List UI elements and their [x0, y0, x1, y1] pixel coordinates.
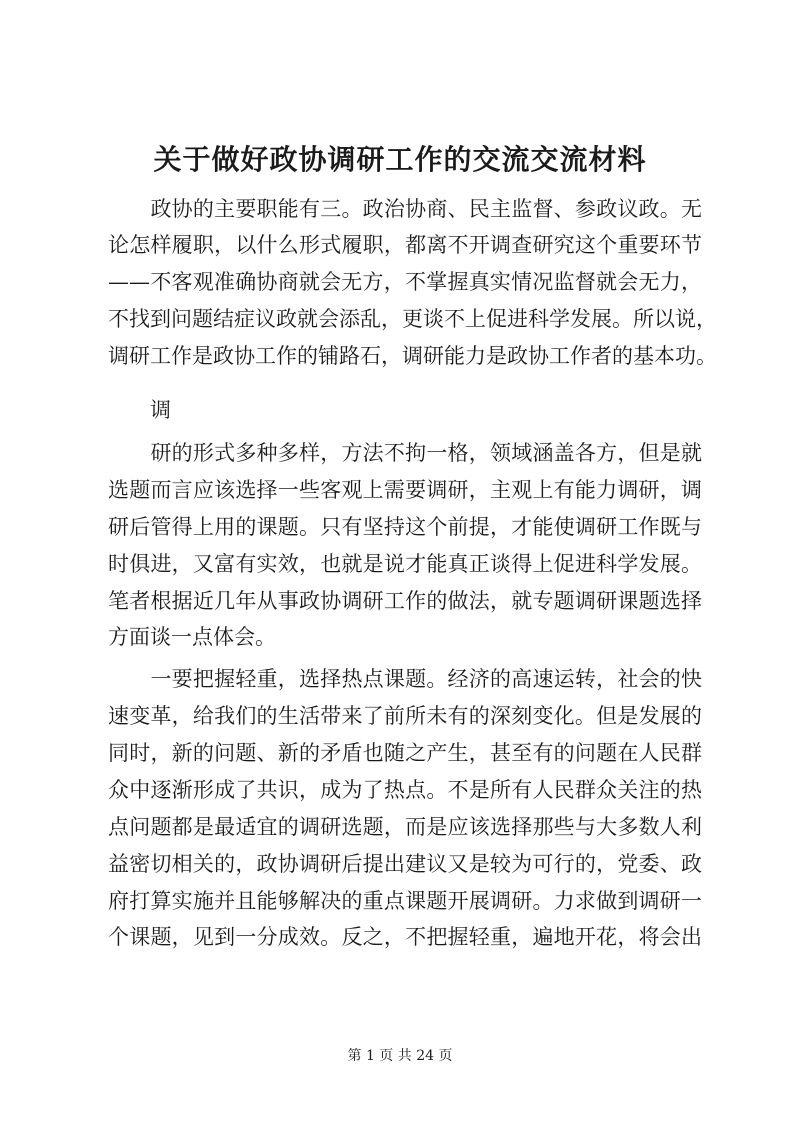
body-line: 同时，新的问题、新的矛盾也随之产生，甚至有的问题在人民群 — [108, 741, 702, 765]
body-line: 笔者根据近几年从事政协调研工作的做法，就专题调研课题选择 — [108, 589, 702, 613]
body-line: 益密切相关的，政协调研后提出建议又是较为可行的，党委、政 — [108, 852, 702, 876]
body-line: 个课题，见到一分成效。反之，不把握轻重，遍地开花，将会出 — [108, 925, 702, 949]
body-line: 选题而言应该选择一些客观上需要调研，主观上有能力调研，调 — [108, 478, 702, 502]
body-line: 不找到问题结症议政就会添乱，更谈不上促进科学发展。所以说， — [108, 307, 717, 331]
body-line: 府打算实施并且能够解决的重点课题开展调研。力求做到调研一 — [108, 889, 702, 913]
body-line: ——不客观准确协商就会无方，不掌握真实情况监督就会无力， — [108, 270, 702, 294]
body-line: 调研工作是政协工作的铺路石，调研能力是政协工作者的基本功。 — [108, 344, 717, 368]
document-title: 关于做好政协调研工作的交流交流材料 — [153, 143, 647, 176]
body-line: 一要把握轻重，选择热点课题。经济的高速运转，社会的快 — [108, 667, 702, 691]
body-line: 众中逐渐形成了共识，成为了热点。不是所有人民群众关注的热 — [108, 778, 702, 802]
body-line: 政协的主要职能有三。政治协商、民主监督、参政议政。无 — [108, 197, 702, 221]
body-line: 时俱进，又富有实效，也就是说才能真正谈得上促进科学发展。 — [108, 552, 702, 576]
body-line: 点问题都是最适宜的调研选题，而是应该选择那些与大多数人利 — [108, 815, 702, 839]
page-number-footer: 第 1 页 共 24 页 — [347, 1048, 453, 1064]
body-line: 调 — [108, 398, 171, 422]
body-line: 论怎样履职，以什么形式履职，都离不开调查研究这个重要环节 — [108, 233, 702, 257]
body-line: 速变革，给我们的生活带来了前所未有的深刻变化。但是发展的 — [108, 704, 702, 728]
body-line: 方面谈一点体会。 — [108, 625, 276, 649]
body-line: 研的形式多种多样，方法不拘一格，领域涵盖各方，但是就 — [108, 441, 702, 465]
body-line: 研后管得上用的课题。只有坚持这个前提，才能使调研工作既与 — [108, 515, 702, 539]
